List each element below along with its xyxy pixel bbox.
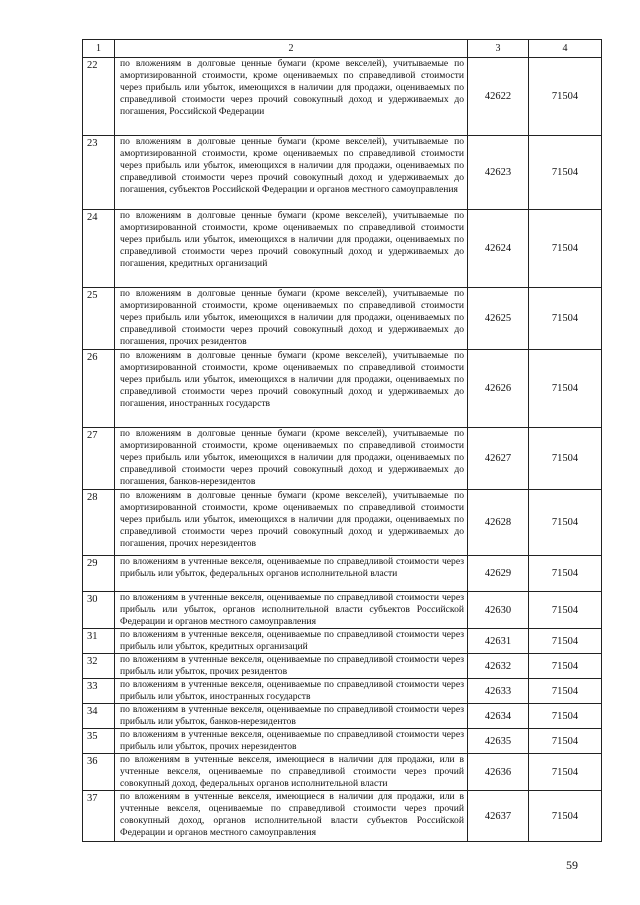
row-description: по вложениям в долговые ценные бумаги (кроме векселей), учитываемые по амортизированной стоимости, кроме оцениваемых по справедливой стоимости через прибыль или убыток, имеющихся в наличии для продажи, оцениваемых по справедливой стоимости через прочий совокупный доход и удерживаемых до погашения, кредитных организаций [115,210,468,288]
row-number: 26 [83,350,115,428]
row-symbol-code: 71504 [529,704,602,729]
row-symbol-code: 71504 [529,791,602,842]
row-number: 25 [83,288,115,350]
row-symbol-code: 71504 [529,556,602,592]
row-account-number: 42632 [468,654,529,679]
row-number: 35 [83,729,115,754]
row-number: 36 [83,754,115,791]
row-symbol-code: 71504 [529,58,602,136]
row-account-number: 42634 [468,704,529,729]
header-col-2: 2 [115,40,468,58]
row-number: 33 [83,679,115,704]
row-description: по вложениям в долговые ценные бумаги (кроме векселей), учитываемые по амортизированной стоимости, кроме оцениваемых по справедливой стоимости через прибыль или убыток, имеющихся в наличии для продажи, оцениваемых по справедливой стоимости через прочий совокупный доход и удерживаемых до погашения, прочих резидентов [115,288,468,350]
row-symbol-code: 71504 [529,490,602,556]
row-account-number: 42633 [468,679,529,704]
row-symbol-code: 71504 [529,629,602,654]
row-description: по вложениям в долговые ценные бумаги (кроме векселей), учитываемые по амортизированной стоимости, кроме оцениваемых по справедливой стоимости через прибыль или убыток, имеющихся в наличии для продажи, оцениваемых по справедливой стоимости через прочий совокупный доход и удерживаемых до погашения, прочих нерезидентов [115,490,468,556]
row-symbol-code: 71504 [529,350,602,428]
row-number: 22 [83,58,115,136]
row-description: по вложениям в учтенные векселя, оцениваемые по справедливой стоимости через прибыль или убыток, иностранных государств [115,679,468,704]
row-symbol-code: 71504 [529,679,602,704]
table-row [83,729,602,754]
row-description: по вложениям в учтенные векселя, оцениваемые по справедливой стоимости через прибыль или убыток, прочих нерезидентов [115,729,468,754]
row-description: по вложениям в учтенные векселя, имеющиеся в наличии для продажи, или в учтенные векселя, оцениваемые по справедливой стоимости через прочий совокупный доход, федеральных органов исполнительной власти [115,754,468,791]
row-number: 24 [83,210,115,288]
row-description: по вложениям в долговые ценные бумаги (кроме векселей), учитываемые по амортизированной стоимости, кроме оцениваемых по справедливой стоимости через прибыль или убыток, имеющихся в наличии для продажи, оцениваемых по справедливой стоимости через прочий совокупный доход и удерживаемых до погашения, иностранных государств [115,350,468,428]
row-symbol-code: 71504 [529,136,602,210]
table-row [83,288,602,350]
row-description: по вложениям в учтенные векселя, имеющиеся в наличии для продажи, или в учтенные векселя, оцениваемые по справедливой стоимости через прочий совокупный доход, органов исполнительной власти субъектов Российской Федерации и органов местного самоуправления [115,791,468,842]
row-account-number: 42623 [468,136,529,210]
table-row [83,704,602,729]
header-col-1: 1 [83,40,115,58]
row-account-number: 42631 [468,629,529,654]
row-number: 37 [83,791,115,842]
row-symbol-code: 71504 [529,428,602,490]
page-number: 59 [566,858,578,872]
table-row [83,654,602,679]
table-row [83,490,602,556]
row-symbol-code: 71504 [529,729,602,754]
accounts-table [82,39,602,842]
row-description: по вложениям в учтенные векселя, оцениваемые по справедливой стоимости через прибыль или убыток, прочих резидентов [115,654,468,679]
row-number: 28 [83,490,115,556]
row-description: по вложениям в долговые ценные бумаги (кроме векселей), учитываемые по амортизированной стоимости, кроме оцениваемых по справедливой стоимости через прибыль или убыток, имеющихся в наличии для продажи, оцениваемых по справедливой стоимости через прочий совокупный доход и удерживаемых до погашения, банков-нерезидентов [115,428,468,490]
row-account-number: 42637 [468,791,529,842]
row-account-number: 42622 [468,58,529,136]
row-account-number: 42627 [468,428,529,490]
row-number: 30 [83,592,115,629]
accounts-table-body [83,40,602,842]
table-row [83,350,602,428]
row-account-number: 42626 [468,350,529,428]
table-row [83,592,602,629]
row-symbol-code: 71504 [529,754,602,791]
row-number: 31 [83,629,115,654]
row-account-number: 42636 [468,754,529,791]
table-header-row [83,40,602,58]
row-description: по вложениям в долговые ценные бумаги (кроме векселей), учитываемые по амортизированной стоимости, кроме оцениваемых по справедливой стоимости через прибыль или убыток, имеющихся в наличии для продажи, оцениваемых по справедливой стоимости через прочий совокупный доход и удерживаемых до погашения, субъектов Российской Федерации и органов местного самоуправления [115,136,468,210]
row-description: по вложениям в учтенные векселя, оцениваемые по справедливой стоимости через прибыль или убыток, органов исполнительной власти субъектов Российской Федерации и органов местного самоуправления [115,592,468,629]
table-row [83,556,602,592]
row-number: 27 [83,428,115,490]
row-description: по вложениям в долговые ценные бумаги (кроме векселей), учитываемые по амортизированной стоимости, кроме оцениваемых по справедливой стоимости через прибыль или убыток, имеющихся в наличии для продажи, оцениваемых по справедливой стоимости через прочий совокупный доход и удерживаемых до погашения, Российской Федерации [115,58,468,136]
header-col-4: 4 [529,40,602,58]
row-number: 23 [83,136,115,210]
row-account-number: 42630 [468,592,529,629]
table-row [83,679,602,704]
row-number: 32 [83,654,115,679]
table-row [83,629,602,654]
row-description: по вложениям в учтенные векселя, оцениваемые по справедливой стоимости через прибыль или убыток, федеральных органов исполнительной власти [115,556,468,592]
table-row [83,210,602,288]
table-row [83,428,602,490]
row-symbol-code: 71504 [529,210,602,288]
row-number: 29 [83,556,115,592]
row-description: по вложениям в учтенные векселя, оцениваемые по справедливой стоимости через прибыль или убыток, кредитных организаций [115,629,468,654]
table-row [83,136,602,210]
header-col-3: 3 [468,40,529,58]
table-row [83,58,602,136]
row-account-number: 42624 [468,210,529,288]
row-symbol-code: 71504 [529,592,602,629]
row-account-number: 42628 [468,490,529,556]
row-symbol-code: 71504 [529,288,602,350]
row-account-number: 42625 [468,288,529,350]
row-number: 34 [83,704,115,729]
row-account-number: 42635 [468,729,529,754]
row-description: по вложениям в учтенные векселя, оцениваемые по справедливой стоимости через прибыль или убыток, банков-нерезидентов [115,704,468,729]
table-row [83,791,602,842]
table-row [83,754,602,791]
row-symbol-code: 71504 [529,654,602,679]
row-account-number: 42629 [468,556,529,592]
